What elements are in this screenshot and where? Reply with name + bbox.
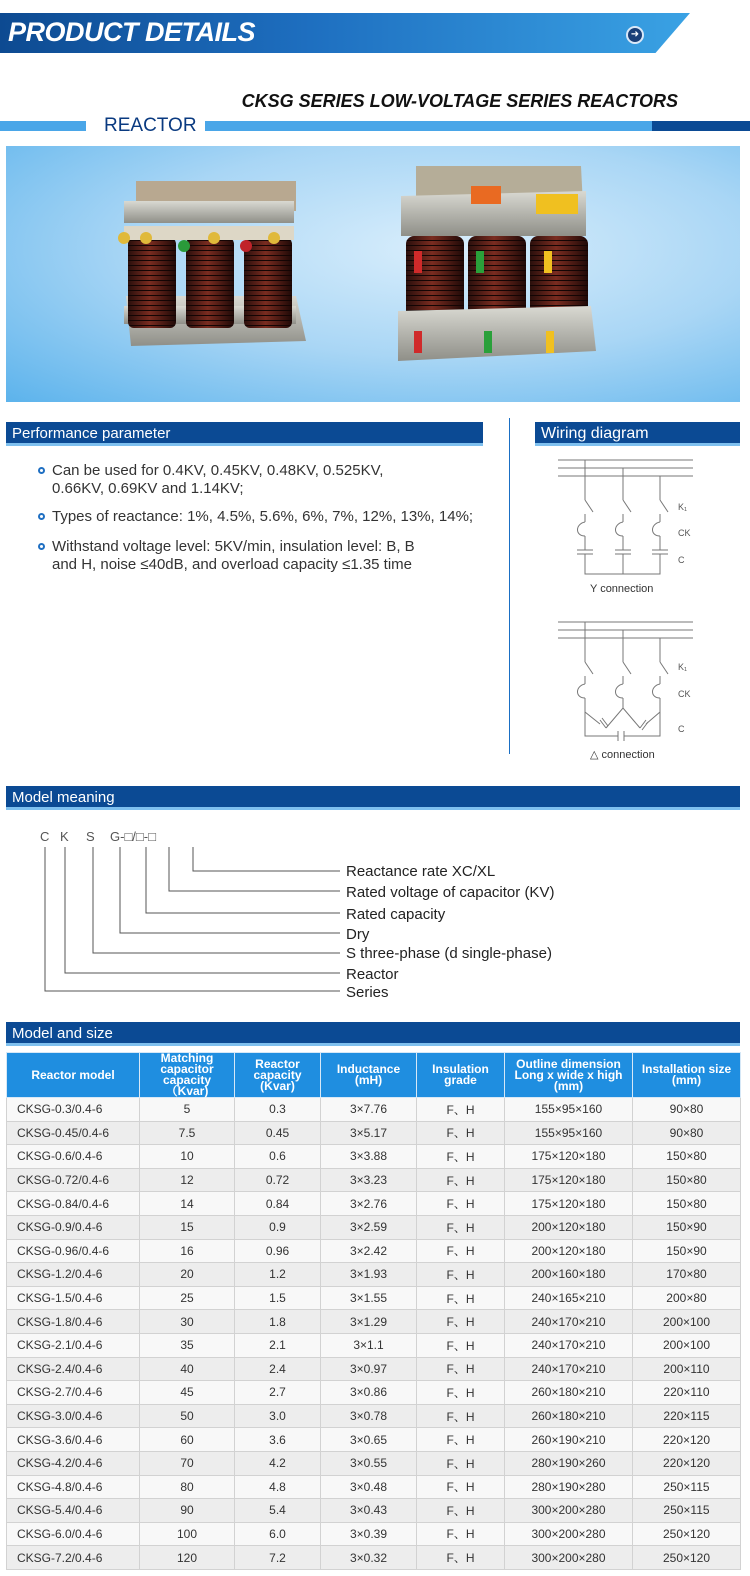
table-cell: 3×1.55 xyxy=(321,1286,417,1310)
table-row xyxy=(7,1428,741,1452)
table-cell: CKSG-4.2/0.4-6 xyxy=(7,1451,140,1475)
table-cell: F、H xyxy=(417,1451,505,1475)
table-cell: F、H xyxy=(417,1286,505,1310)
meaning-item: Reactance rate XC/XL xyxy=(346,863,496,880)
table-cell: CKSG-3.6/0.4-6 xyxy=(7,1428,140,1452)
table-row xyxy=(7,1546,741,1570)
list-item: Withstand voltage level: 5KV/min, insulation level: B, B and H, noise ≤40dB, and overload capacity ≤1.35 time xyxy=(38,538,508,574)
table-cell: F、H xyxy=(417,1357,505,1381)
meaning-item: Reactor xyxy=(346,966,399,983)
table-cell: 60 xyxy=(140,1428,235,1452)
code-letter-k: K xyxy=(60,829,69,844)
table-header-row xyxy=(7,1053,741,1098)
table-cell: F、H xyxy=(417,1192,505,1216)
table-cell: 240×170×210 xyxy=(505,1357,633,1381)
table-cell: 150×80 xyxy=(633,1168,741,1192)
reactor-illustration xyxy=(6,146,740,402)
label-k1: K₁ xyxy=(678,662,688,672)
label-k1: K₁ xyxy=(678,502,688,512)
performance-header: Performance parameter xyxy=(6,422,483,446)
y-connection-diagram xyxy=(558,460,693,574)
table-cell: 150×90 xyxy=(633,1215,741,1239)
table-cell: F、H xyxy=(417,1215,505,1239)
model-meaning-header: Model meaning xyxy=(6,786,740,810)
code-letter-c: C xyxy=(40,829,50,844)
table-cell: 240×165×210 xyxy=(505,1286,633,1310)
delta-connection-caption: △ connection xyxy=(590,749,655,761)
table-cell: 220×120 xyxy=(633,1451,741,1475)
table-cell: 0.6 xyxy=(235,1145,321,1169)
table-cell: F、H xyxy=(417,1333,505,1357)
table-cell: 150×80 xyxy=(633,1145,741,1169)
reactor-large xyxy=(398,166,596,361)
table-cell: 2.7 xyxy=(235,1381,321,1405)
wiring-diagram xyxy=(548,452,738,762)
table-cell: F、H xyxy=(417,1381,505,1405)
table-cell: 170×80 xyxy=(633,1263,741,1287)
table-cell: 0.96 xyxy=(235,1239,321,1263)
label-c: C xyxy=(678,724,685,734)
table-cell: 280×190×260 xyxy=(505,1451,633,1475)
meaning-item: Rated capacity xyxy=(346,906,446,923)
table-cell: CKSG-4.8/0.4-6 xyxy=(7,1475,140,1499)
table-cell: CKSG-0.3/0.4-6 xyxy=(7,1098,140,1122)
table-cell: F、H xyxy=(417,1546,505,1570)
table-cell: 0.72 xyxy=(235,1168,321,1192)
table-row xyxy=(7,1239,741,1263)
column-header: Installation size (mm) xyxy=(633,1053,741,1098)
table-cell: CKSG-3.0/0.4-6 xyxy=(7,1404,140,1428)
table-cell: 2.1 xyxy=(235,1333,321,1357)
table-cell: 1.2 xyxy=(235,1263,321,1287)
table-cell: F、H xyxy=(417,1145,505,1169)
table-cell: 300×200×280 xyxy=(505,1499,633,1523)
column-header: Reactor model xyxy=(7,1053,140,1098)
table-cell: 3×2.59 xyxy=(321,1215,417,1239)
table-cell: 80 xyxy=(140,1475,235,1499)
table-cell: F、H xyxy=(417,1098,505,1122)
table-cell: F、H xyxy=(417,1404,505,1428)
table-row xyxy=(7,1286,741,1310)
label-ck: CK xyxy=(678,689,691,699)
table-row xyxy=(7,1192,741,1216)
table-cell: 3×0.39 xyxy=(321,1522,417,1546)
table-cell: 0.3 xyxy=(235,1098,321,1122)
arrow-right-icon[interactable]: ➜ xyxy=(626,26,644,44)
table-cell: 250×115 xyxy=(633,1475,741,1499)
table-cell: 3×1.29 xyxy=(321,1310,417,1334)
column-header: Outline dimension Long x wide x high (mm) xyxy=(505,1053,633,1098)
table-row xyxy=(7,1121,741,1145)
table-row xyxy=(7,1357,741,1381)
section-divider xyxy=(509,418,510,754)
table-cell: 4.2 xyxy=(235,1451,321,1475)
leader-lines xyxy=(45,847,340,991)
table-cell: 5 xyxy=(140,1098,235,1122)
table-cell: 3×0.86 xyxy=(321,1381,417,1405)
table-cell: 100 xyxy=(140,1522,235,1546)
column-header: Reactor capacity (Kvar) xyxy=(235,1053,321,1098)
table-row xyxy=(7,1451,741,1475)
table-cell: CKSG-1.8/0.4-6 xyxy=(7,1310,140,1334)
table-cell: CKSG-2.1/0.4-6 xyxy=(7,1333,140,1357)
meaning-item: S three-phase (d single-phase) xyxy=(346,945,552,962)
table-cell: F、H xyxy=(417,1263,505,1287)
table-cell: 150×80 xyxy=(633,1192,741,1216)
table-cell: 300×200×280 xyxy=(505,1546,633,1570)
table-cell: CKSG-0.6/0.4-6 xyxy=(7,1145,140,1169)
table-cell: 90×80 xyxy=(633,1098,741,1122)
table-cell: 300×200×280 xyxy=(505,1522,633,1546)
table-cell: 3×0.32 xyxy=(321,1546,417,1570)
table-cell: CKSG-1.2/0.4-6 xyxy=(7,1263,140,1287)
table-cell: F、H xyxy=(417,1239,505,1263)
meaning-item: Rated voltage of capacitor (KV) xyxy=(346,884,555,901)
table-cell: 3×5.17 xyxy=(321,1121,417,1145)
table-cell: 7.2 xyxy=(235,1546,321,1570)
table-cell: F、H xyxy=(417,1168,505,1192)
table-cell: 20 xyxy=(140,1263,235,1287)
list-item: Types of reactance: 1%, 4.5%, 5.6%, 6%, 7%, 12%, 13%, 14%; xyxy=(38,508,508,526)
table-cell: F、H xyxy=(417,1499,505,1523)
table-cell: CKSG-0.9/0.4-6 xyxy=(7,1215,140,1239)
table-cell: 0.84 xyxy=(235,1192,321,1216)
table-cell: 200×80 xyxy=(633,1286,741,1310)
table-cell: 3.0 xyxy=(235,1404,321,1428)
table-cell: CKSG-0.96/0.4-6 xyxy=(7,1239,140,1263)
table-cell: 70 xyxy=(140,1451,235,1475)
table-row xyxy=(7,1499,741,1523)
table-cell: F、H xyxy=(417,1522,505,1546)
table-cell: 3×0.48 xyxy=(321,1475,417,1499)
table-cell: 155×95×160 xyxy=(505,1121,633,1145)
table-cell: 3.6 xyxy=(235,1428,321,1452)
label-ck: CK xyxy=(678,528,691,538)
table-cell: 3×0.65 xyxy=(321,1428,417,1452)
table-cell: 25 xyxy=(140,1286,235,1310)
table-cell: CKSG-5.4/0.4-6 xyxy=(7,1499,140,1523)
column-header: Insulation grade xyxy=(417,1053,505,1098)
table-cell: 3×2.42 xyxy=(321,1239,417,1263)
table-cell: F、H xyxy=(417,1310,505,1334)
table-cell: 250×120 xyxy=(633,1522,741,1546)
bullet-icon xyxy=(38,543,45,550)
performance-list xyxy=(38,462,508,584)
table-cell: 3×0.55 xyxy=(321,1451,417,1475)
table-cell: 120 xyxy=(140,1546,235,1570)
table-cell: 3×0.78 xyxy=(321,1404,417,1428)
product-photo xyxy=(6,146,740,402)
table-cell: F、H xyxy=(417,1121,505,1145)
table-cell: 250×120 xyxy=(633,1546,741,1570)
meaning-item: Dry xyxy=(346,926,370,943)
table-cell: F、H xyxy=(417,1475,505,1499)
table-cell: 3×2.76 xyxy=(321,1192,417,1216)
table-cell: 16 xyxy=(140,1239,235,1263)
divider-bar-left xyxy=(0,121,86,131)
table-body xyxy=(7,1098,741,1570)
table-cell: 175×120×180 xyxy=(505,1192,633,1216)
table-row xyxy=(7,1263,741,1287)
table-cell: 7.5 xyxy=(140,1121,235,1145)
table-cell: 1.5 xyxy=(235,1286,321,1310)
table-cell: 3×1.93 xyxy=(321,1263,417,1287)
table-cell: 45 xyxy=(140,1381,235,1405)
model-meaning-diagram xyxy=(30,825,590,1005)
table-cell: 30 xyxy=(140,1310,235,1334)
table-cell: CKSG-6.0/0.4-6 xyxy=(7,1522,140,1546)
model-size-table xyxy=(6,1052,741,1570)
table-cell: 3×3.23 xyxy=(321,1168,417,1192)
table-cell: CKSG-2.7/0.4-6 xyxy=(7,1381,140,1405)
table-cell: 40 xyxy=(140,1357,235,1381)
table-row xyxy=(7,1404,741,1428)
table-row xyxy=(7,1215,741,1239)
code-letter-s: S xyxy=(86,829,95,844)
table-cell: CKSG-1.5/0.4-6 xyxy=(7,1286,140,1310)
table-cell: 15 xyxy=(140,1215,235,1239)
table-cell: 0.45 xyxy=(235,1121,321,1145)
table-cell: 90×80 xyxy=(633,1121,741,1145)
table-cell: 240×170×210 xyxy=(505,1310,633,1334)
table-cell: 3×3.88 xyxy=(321,1145,417,1169)
table-cell: 200×110 xyxy=(633,1357,741,1381)
label-c: C xyxy=(678,555,685,565)
table-cell: 3×0.97 xyxy=(321,1357,417,1381)
wiring-header: Wiring diagram xyxy=(535,422,740,446)
table-cell: 260×180×210 xyxy=(505,1404,633,1428)
delta-connection-diagram xyxy=(558,622,693,741)
table-row xyxy=(7,1381,741,1405)
table-cell: 14 xyxy=(140,1192,235,1216)
table-row xyxy=(7,1522,741,1546)
table-cell: 200×160×180 xyxy=(505,1263,633,1287)
table-cell: 250×115 xyxy=(633,1499,741,1523)
table-cell: 220×120 xyxy=(633,1428,741,1452)
table-cell: 0.9 xyxy=(235,1215,321,1239)
list-item: Can be used for 0.4KV, 0.45KV, 0.48KV, 0.525KV, 0.66KV, 0.69KV and 1.14KV; xyxy=(38,462,508,498)
series-subtitle: CKSG SERIES LOW-VOLTAGE SERIES REACTORS xyxy=(241,91,678,111)
table-cell: 220×110 xyxy=(633,1381,741,1405)
table-cell: F、H xyxy=(417,1428,505,1452)
code-letter-g: G-□/□-□ xyxy=(110,829,156,844)
column-header: Matching capacitor capacity（Kvar) xyxy=(140,1053,235,1098)
table-cell: 3×0.43 xyxy=(321,1499,417,1523)
table-cell: CKSG-0.84/0.4-6 xyxy=(7,1192,140,1216)
divider-bar-right xyxy=(205,121,750,131)
y-connection-caption: Y connection xyxy=(590,583,654,595)
reactor-small xyxy=(118,181,306,346)
bullet-icon xyxy=(38,513,45,520)
table-cell: 220×115 xyxy=(633,1404,741,1428)
table-cell: 4.8 xyxy=(235,1475,321,1499)
table-cell: CKSG-0.45/0.4-6 xyxy=(7,1121,140,1145)
table-cell: 200×100 xyxy=(633,1333,741,1357)
table-row xyxy=(7,1475,741,1499)
table-row xyxy=(7,1098,741,1122)
table-cell: 260×190×210 xyxy=(505,1428,633,1452)
table-cell: 5.4 xyxy=(235,1499,321,1523)
table-cell: 260×180×210 xyxy=(505,1381,633,1405)
column-header: Inductance (mH) xyxy=(321,1053,417,1098)
table-cell: 200×100 xyxy=(633,1310,741,1334)
table-row xyxy=(7,1333,741,1357)
table-cell: 35 xyxy=(140,1333,235,1357)
table-cell: 3×7.76 xyxy=(321,1098,417,1122)
page-title: PRODUCT DETAILS xyxy=(8,17,255,47)
table-row xyxy=(7,1145,741,1169)
table-cell: 200×120×180 xyxy=(505,1215,633,1239)
table-cell: CKSG-2.4/0.4-6 xyxy=(7,1357,140,1381)
table-cell: 200×120×180 xyxy=(505,1239,633,1263)
table-cell: 240×170×210 xyxy=(505,1333,633,1357)
table-cell: 3×1.1 xyxy=(321,1333,417,1357)
model-size-header: Model and size xyxy=(6,1022,740,1046)
table-cell: 150×90 xyxy=(633,1239,741,1263)
section-label-reactor: REACTOR xyxy=(104,115,197,136)
table-cell: 175×120×180 xyxy=(505,1145,633,1169)
table-cell: 6.0 xyxy=(235,1522,321,1546)
table-cell: 10 xyxy=(140,1145,235,1169)
table-cell: 12 xyxy=(140,1168,235,1192)
table-cell: 175×120×180 xyxy=(505,1168,633,1192)
table-cell: CKSG-7.2/0.4-6 xyxy=(7,1546,140,1570)
table-cell: 50 xyxy=(140,1404,235,1428)
bullet-icon xyxy=(38,467,45,474)
table-cell: 2.4 xyxy=(235,1357,321,1381)
table-row xyxy=(7,1310,741,1334)
meaning-item: Series xyxy=(346,984,389,1001)
table-cell: CKSG-0.72/0.4-6 xyxy=(7,1168,140,1192)
table-cell: 90 xyxy=(140,1499,235,1523)
table-cell: 1.8 xyxy=(235,1310,321,1334)
table-row xyxy=(7,1168,741,1192)
table-cell: 155×95×160 xyxy=(505,1098,633,1122)
table-cell: 280×190×280 xyxy=(505,1475,633,1499)
